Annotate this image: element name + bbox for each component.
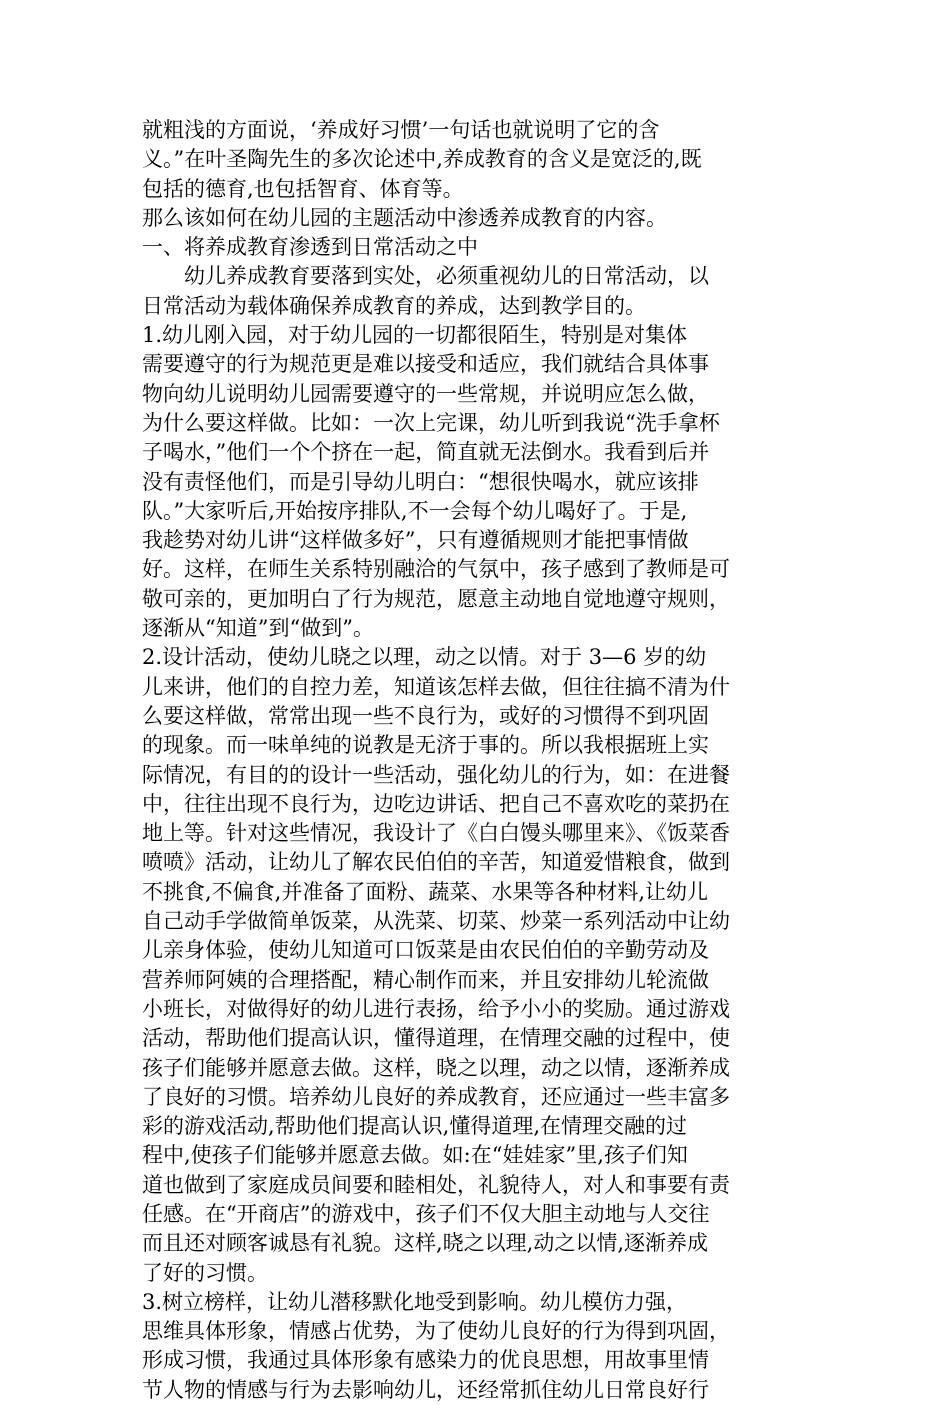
text-line: 喷喷》活动，让幼儿了解农民伯伯的辛苦，知道爱惜粮食，做到	[142, 850, 730, 875]
text-line: 好。这样，在师生关系特别融洽的气氛中，孩子感到了教师是可	[142, 557, 730, 582]
text-line: 彩的游戏活动,帮助他们提高认识,懂得道理,在情理交融的过	[142, 1114, 688, 1139]
text-line: 营养师阿姨的合理搭配，精心制作而来，并且安排幼儿轮流做	[142, 967, 709, 992]
text-line: 那么该如何在幼儿园的主题活动中渗透养成教育的内容。	[142, 205, 667, 230]
text-line: 而且还对顾客诚恳有礼貌。这样,晓之以理,动之以情,逐渐养成	[142, 1231, 709, 1256]
text-line: 日常活动为载体确保养成教育的养成，达到教学目的。	[142, 293, 646, 318]
text-line: 的现象。而一味单纯的说教是无济于事的。所以我根据班上实	[142, 733, 709, 758]
text-line: 际情况，有目的的设计一些活动，强化幼儿的行为，如：在进餐	[142, 762, 730, 787]
text-line: 了好的习惯。	[142, 1260, 268, 1285]
text-line: 幼儿养成教育要落到实处，必须重视幼儿的日常活动，以	[184, 264, 709, 289]
text-line: 我趁势对幼儿讲“这样做多好”，只有遵循规则才能把事情做	[142, 528, 689, 553]
text-line: 物向幼儿说明幼儿园需要遵守的一些常规，并说明应怎么做，	[142, 381, 709, 406]
text-line: 形成习惯，我通过具体形象有感染力的优良思想，用故事里情	[142, 1348, 709, 1373]
text-line: 地上等。针对这些情况，我设计了《白白馒头哪里来》、《饭菜香	[142, 821, 730, 846]
text-line: 不挑食,不偏食,并准备了面粉、蔬菜、水果等各种材料,让幼儿	[142, 879, 709, 904]
text-line: 道也做到了家庭成员间要和睦相处，礼貌待人，对人和事要有责	[142, 1172, 730, 1197]
text-line: 儿亲身体验，使幼儿知道可口饭菜是由农民伯伯的辛勤劳动及	[142, 938, 709, 963]
text-line: 么要这样做，常常出现一些不良行为，或好的习惯得不到巩固	[142, 703, 709, 728]
text-line: 了良好的习惯。培养幼儿良好的养成教育，还应通过一些丰富多	[142, 1084, 730, 1109]
text-line: 中，往往出现不良行为，边吃边讲话、把自己不喜欢吃的菜扔在	[142, 791, 730, 816]
text-line: 儿来讲，他们的自控力差，知道该怎样去做，但往往搞不清为什	[142, 674, 730, 699]
text-line: 自己动手学做简单饭菜，从洗菜、切菜、炒菜一系列活动中让幼	[142, 909, 730, 934]
text-line: 需要遵守的行为规范更是难以接受和适应，我们就结合具体事	[142, 352, 709, 377]
text-line: 队。”大家听后,开始按序排队,不一会每个幼儿喝好了。于是,	[142, 498, 688, 523]
text-line: 1.幼儿刚入园，对于幼儿园的一切都很陌生，特别是对集体	[142, 323, 688, 348]
text-line: 没有责怪他们，而是引导幼儿明白：“想很快喝水，就应该排	[142, 469, 699, 494]
text-line: 3.树立榜样，让幼儿潜移默化地受到影响。幼儿模仿力强，	[142, 1289, 688, 1314]
text-line: 包括的德育,也包括智育、体育等。	[142, 176, 464, 201]
text-line: 子喝水，”他们一个个挤在一起，简直就无法倒水。我看到后并	[142, 440, 710, 465]
text-line: 为什么要这样做。比如：一次上完课，幼儿听到我说“洗手拿杯	[142, 410, 720, 435]
text-line: 义。”在叶圣陶先生的多次论述中,养成教育的含义是宽泛的,既	[142, 147, 702, 172]
text-line: 程中,使孩子们能够并愿意去做。如:在“娃娃家”里,孩子们知	[142, 1143, 688, 1168]
text-line: 任感。在“开商店”的游戏中，孩子们不仅大胆主动地与人交往	[142, 1201, 710, 1226]
document-body	[142, 116, 812, 1405]
text-line: 思维具体形象，情感占优势，为了使幼儿良好的行为得到巩固，	[142, 1319, 730, 1344]
text-line: 活动，帮助他们提高认识，懂得道理，在情理交融的过程中，使	[142, 1026, 730, 1051]
text-line: 逐渐从“知道”到“做到”。	[142, 616, 374, 641]
text-line: 孩子们能够并愿意去做。这样，晓之以理，动之以情，逐渐养成	[142, 1055, 730, 1080]
text-line: 就粗浅的方面说，‘养成好习惯’一句话也就说明了它的含	[142, 118, 660, 142]
text-line: 敬可亲的，更加明白了行为规范，愿意主动地自觉地遵守规则，	[142, 586, 730, 611]
text-line: 节人物的情感与行为去影响幼儿，还经常抓住幼儿日常良好行	[142, 1377, 709, 1402]
text-line: 2.设计活动，使幼儿晓之以理，动之以情。对于 3—6 岁的幼	[142, 645, 707, 670]
section-heading: 一、将养成教育渗透到日常活动之中	[142, 235, 478, 260]
text-line: 小班长，对做得好的幼儿进行表扬，给予小小的奖励。通过游戏	[142, 996, 730, 1021]
